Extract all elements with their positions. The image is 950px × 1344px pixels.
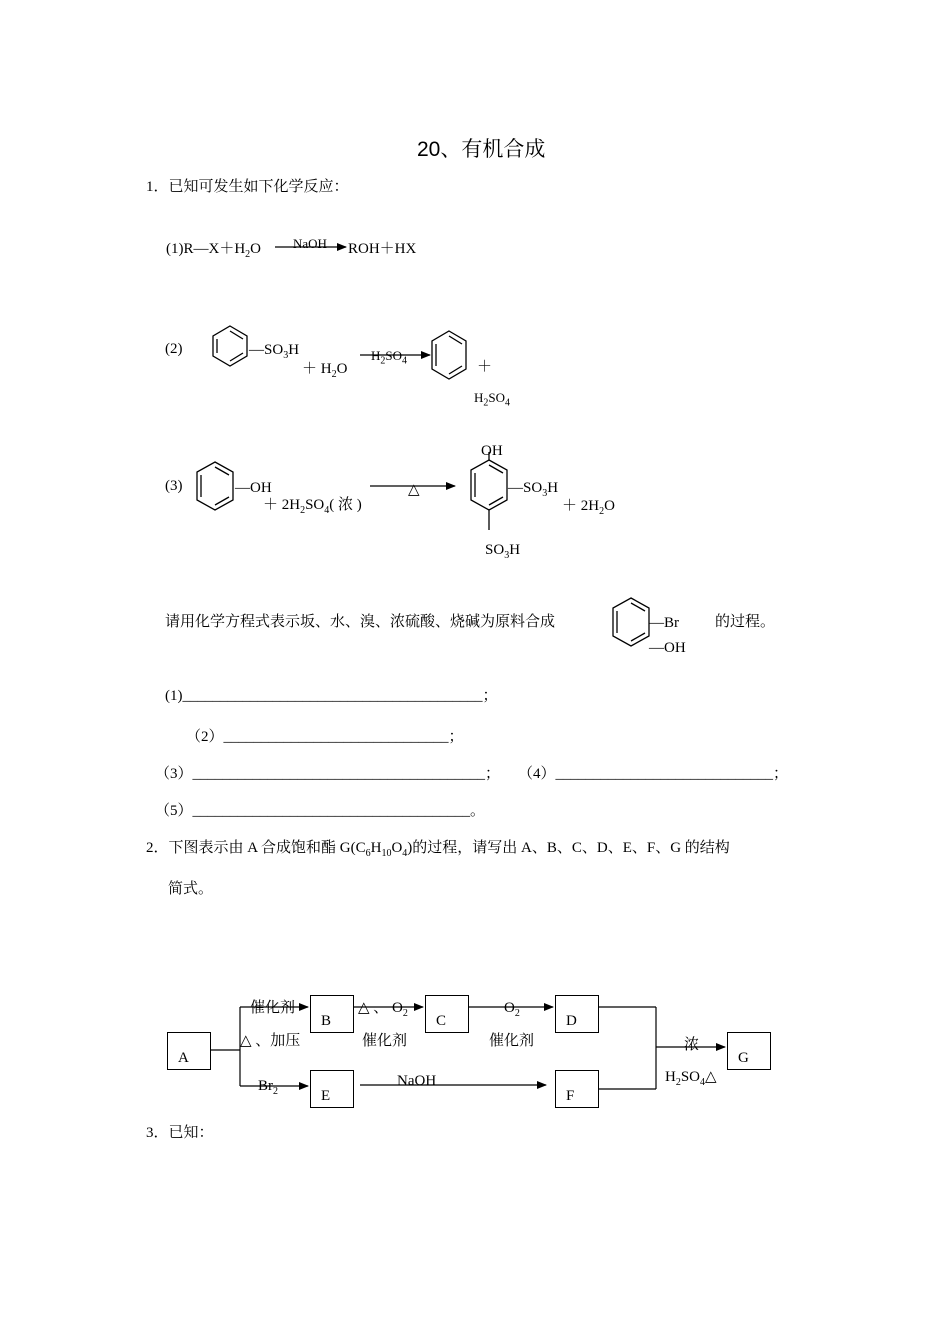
reaction-3-oh: —OH — [235, 480, 272, 496]
benzene-ring-reactant-2 — [213, 326, 247, 366]
reaction-3-condition: △ — [408, 482, 420, 498]
flow-box-a: A — [167, 1032, 211, 1070]
flow-label-g-bottom: $H_2SO_4\triangle$ — [665, 1069, 717, 1088]
answer-blank-3[interactable]: （3）_______________________________________； — [155, 766, 501, 782]
flow-box-c: C — [425, 995, 469, 1033]
reaction-3-product-so3h-bottom: $SO_3H$ — [485, 542, 521, 561]
flow-box-b: B — [310, 995, 354, 1033]
page-title: 20、有机合成 — [417, 138, 546, 161]
answer-blank-4[interactable]: （4）_____________________________； — [518, 766, 789, 782]
benzene-ring-product-2 — [432, 331, 466, 379]
answer-blank-2[interactable]: （2）______________________________； — [186, 729, 464, 745]
reaction-2-water: ＋ $H_2O$ — [302, 361, 348, 380]
reaction-1-product: ROH＋HX — [348, 241, 417, 257]
reaction-3-label: (3) — [165, 478, 183, 494]
flow-box-f: F — [555, 1070, 599, 1108]
q2-line2: 简式。 — [168, 881, 214, 897]
task-oh: —OH — [649, 640, 686, 656]
flow-box-g: G — [727, 1032, 771, 1070]
answer-blank-5[interactable]: （5）_____________________________________。 — [155, 803, 486, 819]
reaction-3-product-oh: OH — [481, 443, 503, 459]
flow-label-cd-bottom: 催化剂 — [489, 1033, 535, 1049]
reaction-2-label: (2) — [165, 341, 183, 357]
q1-intro: 1．已知可发生如下化学反应： — [146, 179, 349, 195]
reaction-3-product-so3h-right: $—SO_3H$ — [508, 480, 559, 499]
benzene-ring-product-3 — [471, 452, 507, 530]
q2-line1: 2．下图表示由 A 合成饱和酯 $G(C_6H_{10}O_4)$的过程，请写出 A、B、C、D、E、F、G 的结构 — [146, 840, 730, 859]
flow-label-ab-top: 催化剂 — [250, 1000, 296, 1016]
flow-label-g-top: 浓 — [684, 1037, 700, 1053]
reaction-2-plus: ＋ — [477, 359, 493, 375]
task-prefix: 请用化学方程式表示坂、水、溴、浓硫酸、烧碱为原料合成 — [165, 614, 556, 630]
reaction-2-so3h: $—SO_3H$ — [249, 342, 300, 361]
reaction-2-byproduct: $H_2SO_4$ — [474, 390, 511, 409]
flow-label-cd-top: $O_2$ — [504, 1000, 520, 1019]
flow-label-bc-top: △ 、 $O_2$ — [358, 1000, 408, 1019]
reaction-2-reagent: $H_2SO_4$ — [371, 348, 408, 367]
answer-blank-1[interactable]: (1)________________________________________； — [165, 688, 498, 704]
task-suffix: 的过程。 — [715, 614, 776, 630]
flow-label-ae-top: $Br_2$ — [258, 1078, 278, 1097]
flow-label-bc-bottom: 催化剂 — [362, 1033, 408, 1049]
q3-intro: 3．已知： — [146, 1125, 214, 1141]
flow-label-ab-bottom: △ 、加压 — [240, 1033, 301, 1049]
reaction-1-lhs: $(1)R—X+H_2O$ — [166, 241, 262, 260]
reaction-3-water: ＋ $2H_2O$ — [562, 498, 615, 517]
benzene-ring-target — [613, 598, 649, 646]
benzene-ring-reactant-3 — [197, 462, 233, 510]
reaction-1-reagent: NaOH — [293, 236, 327, 251]
flow-box-d: D — [555, 995, 599, 1033]
task-br: —Br — [649, 615, 679, 631]
flow-label-ef-top: NaOH — [397, 1073, 437, 1089]
flow-connectors — [211, 1007, 725, 1089]
flow-box-e: E — [310, 1070, 354, 1108]
reaction-3-acid: ＋ $2H_2SO_4$( 浓 ) — [263, 497, 362, 516]
